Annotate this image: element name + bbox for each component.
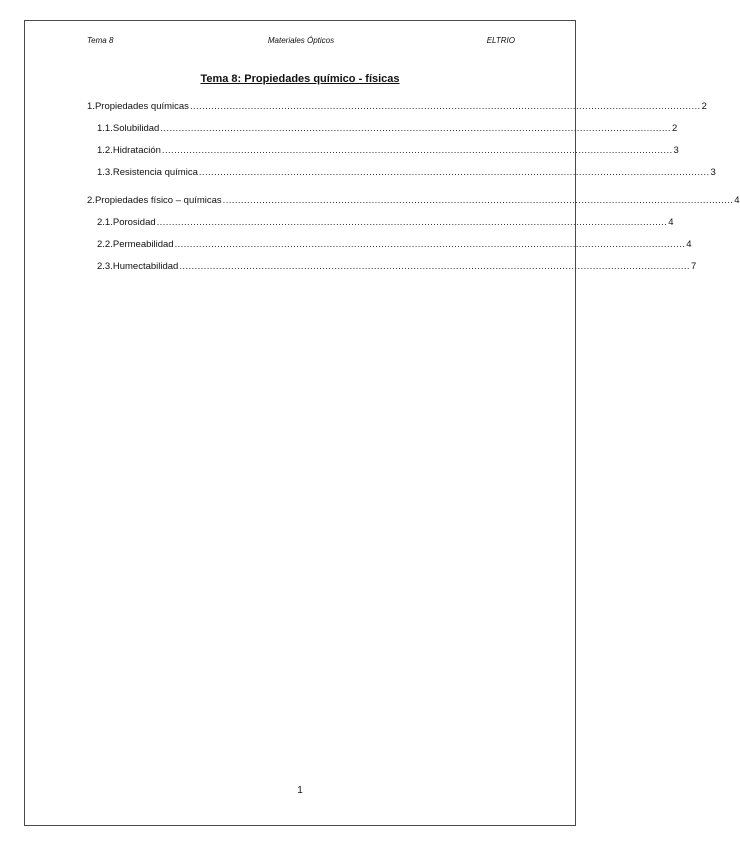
toc-entry[interactable] <box>97 167 716 180</box>
header-left-text: Tema 8 <box>87 36 114 45</box>
toc-dot-leader: ........................................................................................................................................................................ <box>189 101 701 112</box>
toc-entry[interactable] <box>97 261 697 274</box>
toc-entry-text: Permeabilidad <box>112 239 174 250</box>
document-title: Tema 8: Propiedades químico - físicas <box>200 73 400 85</box>
toc-dot-leader: ........................................................................................................................................................................ <box>160 123 671 134</box>
toc-entry-page: 4 <box>734 195 740 206</box>
toc-entry-page: 7 <box>690 261 697 272</box>
toc-entry-number: 2. <box>87 195 95 206</box>
header-center-text: Materiales Ópticos <box>267 36 335 45</box>
toc-entry-page: 4 <box>686 239 692 250</box>
toc-entry[interactable] <box>97 145 679 158</box>
toc-entry[interactable] <box>87 195 740 208</box>
toc-entry[interactable] <box>97 123 678 136</box>
toc-dot-leader: ........................................................................................................................................................................ <box>198 167 710 178</box>
toc-entry-page: 2 <box>671 123 678 134</box>
page-number: 1 <box>297 785 303 796</box>
toc-entry-number: 1.1. <box>97 123 113 134</box>
toc-entry-text: Hidratación <box>112 145 161 156</box>
toc-entry-number: 1. <box>87 101 95 112</box>
toc-entry-text: Humectabilidad <box>112 261 179 272</box>
toc-entry-text: Solubilidad <box>112 123 160 134</box>
toc-dot-leader: ........................................................................................................................................................................ <box>174 239 686 250</box>
header-right-text: ELTRIO <box>486 36 515 45</box>
toc-entry-number: 2.2. <box>97 239 113 250</box>
toc-entry-page: 3 <box>673 145 679 156</box>
toc-entry-page: 3 <box>710 167 716 178</box>
toc-dot-leader: ........................................................................................................................................................................ <box>156 217 668 228</box>
toc-dot-leader: ........................................................................................................................................................................ <box>161 145 673 156</box>
toc-entry[interactable] <box>97 217 674 230</box>
toc-entry-number: 1.3. <box>97 167 113 178</box>
document-page <box>24 20 740 826</box>
toc-entry-number: 1.2. <box>97 145 113 156</box>
toc-entry[interactable] <box>87 101 707 114</box>
toc-entry-page: 4 <box>668 217 674 228</box>
toc-entry-number: 2.3. <box>97 261 113 272</box>
page-header <box>87 36 515 50</box>
toc-entry-page: 2 <box>701 101 707 112</box>
toc-entry-text: Propiedades químicas <box>94 101 189 112</box>
toc-dot-leader: ........................................................................................................................................................................ <box>222 195 734 206</box>
toc-dot-leader: ........................................................................................................................................................................ <box>179 261 690 272</box>
toc-entry[interactable] <box>97 239 692 252</box>
toc-entry-number: 2.1. <box>97 217 113 228</box>
toc-entry-text: Resistencia química <box>112 167 198 178</box>
toc-entry-text: Porosidad <box>112 217 156 228</box>
toc-entry-text: Propiedades físico – químicas <box>94 195 222 206</box>
